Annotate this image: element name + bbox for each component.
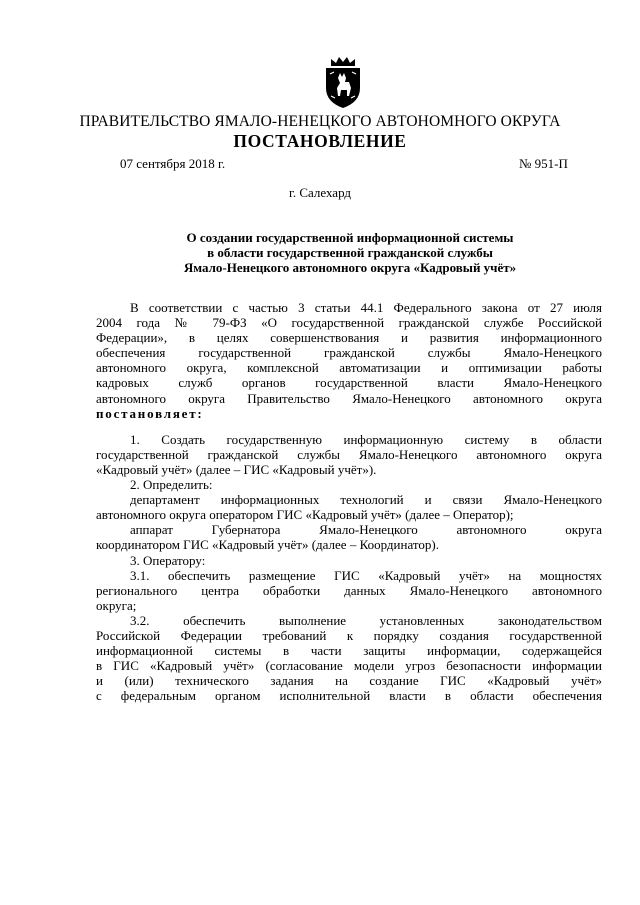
text-line: государственной гражданской службы Ямало-Ненецкого автономного округа <box>96 446 602 462</box>
title-line: О создании государственной информационной системы <box>186 230 514 245</box>
item-2a <box>96 492 602 522</box>
resolves-word: постановляет: <box>96 405 204 421</box>
document-body <box>96 300 602 703</box>
item-3-2 <box>96 613 602 704</box>
text-line: обеспечения государственной гражданской службы Ямало-Ненецкого <box>96 345 602 361</box>
document-city: г. Салехард <box>288 185 352 200</box>
title-line: в области государственной гражданской службы <box>207 245 493 260</box>
title-line: Ямало-Ненецкого автономного округа «Кадровый учёт» <box>183 260 517 275</box>
text-line: с федеральным органом исполнительной власти в области обеспечения <box>96 688 602 704</box>
text-line: В соответствии с частью 3 статьи 44.1 Федерального закона от 27 июля <box>130 300 602 315</box>
document-title <box>100 230 600 275</box>
item-3 <box>96 553 602 568</box>
text-line: автономного округа, комплексной автоматизации и оптимизации работы <box>96 360 602 376</box>
preamble-paragraph <box>96 300 602 421</box>
text-line: 2. Определить: <box>130 477 213 493</box>
text-line: автономного округа Правительство Ямало-Ненецкого автономного округа <box>96 390 602 406</box>
document-type: ПОСТАНОВЛЕНИЕ <box>233 131 407 151</box>
text-line: 3. Оператору: <box>130 552 206 568</box>
text-line: 3.1. обеспечить размещение ГИС «Кадровый учёт» на мощностях <box>130 567 602 583</box>
text-line: 1. Создать государственную информационную систему в области <box>130 431 602 447</box>
text-line: «Кадровый учёт» (далее – ГИС «Кадровый учёт»). <box>96 461 377 477</box>
item-2b <box>96 522 602 552</box>
text-line: кадровых служб органов государственной власти Ямало-Ненецкого <box>96 375 602 391</box>
document-number: № 951-П <box>519 156 568 171</box>
item-3-1 <box>96 568 602 613</box>
text-line: 2004 года № 79-ФЗ «О государственной гражданской службе Российской <box>96 315 602 331</box>
text-line: округа; <box>96 597 137 613</box>
text-line: Федерации», в целях совершенствования и развития информационного <box>96 330 602 346</box>
text-line: в ГИС «Кадровый учёт» (согласование модели угроз безопасности информации <box>96 658 602 674</box>
text-line: координатором ГИС «Кадровый учёт» (далее – Координатор). <box>96 537 439 553</box>
coat-of-arms-icon <box>318 56 368 110</box>
text-line: и (или) технического задания на создание ГИС «Кадровый учёт» <box>96 673 602 689</box>
organization-name: ПРАВИТЕЛЬСТВО ЯМАЛО-НЕНЕЦКОГО АВТОНОМНОГО ОКРУГА <box>79 113 561 130</box>
text-line: 3.2. обеспечить выполнение установленных законодательством <box>130 612 602 628</box>
text-line: регионального центра обработки данных Ямало-Ненецкого автономного <box>96 582 602 598</box>
item-2 <box>96 477 602 492</box>
item-1 <box>96 432 602 477</box>
document-date: 07 сентября 2018 г. <box>120 156 226 171</box>
text-line: департамент информационных технологий и связи Ямало-Ненецкого <box>130 492 602 508</box>
text-line: Российской Федерации требований к порядку создания государственной <box>96 627 602 643</box>
text-line: информационной системы в части защиты информации, содержащейся <box>96 643 602 659</box>
text-line: автономного округа оператором ГИС «Кадровый учёт» (далее – Оператор); <box>96 507 514 523</box>
text-line: аппарат Губернатора Ямало-Ненецкого автономного округа <box>130 522 602 538</box>
